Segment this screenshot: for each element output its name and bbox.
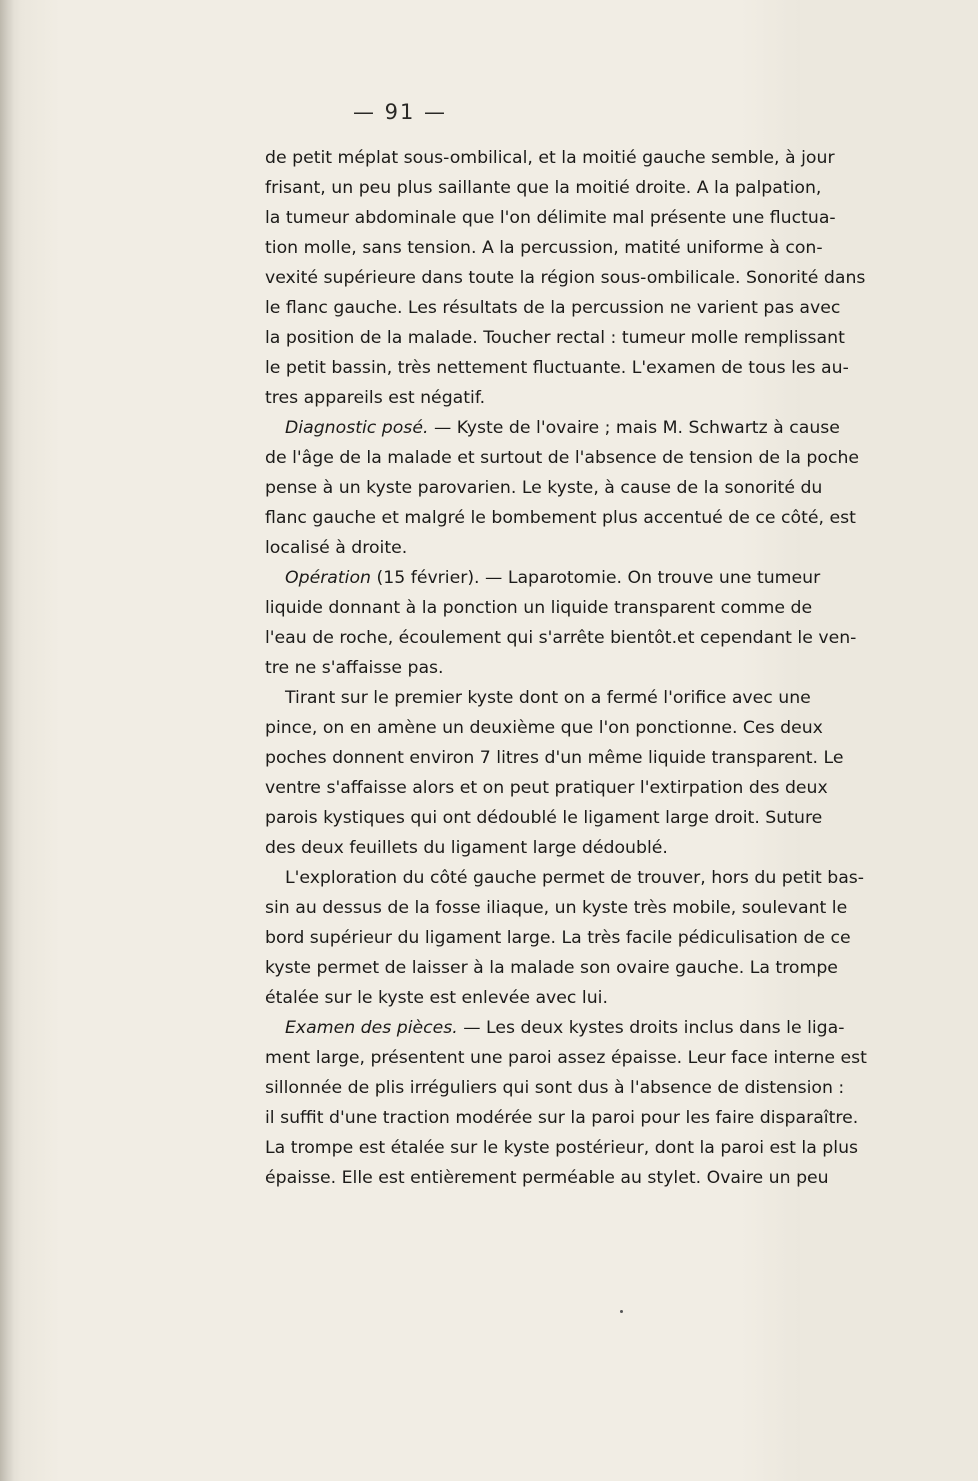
text-line: étalée sur le kyste est enlevée avec lui. — [265, 988, 608, 1008]
text-line: le flanc gauche. Les résultats de la percussion ne varient pas avec — [265, 298, 841, 318]
text-line: tre ne s'affaisse pas. — [265, 658, 444, 678]
text-line: Tirant sur le premier kyste dont on a fermé l'orifice avec une — [285, 688, 811, 708]
text-run: (15 février). — Laparotomie. On trouve une tumeur — [371, 568, 821, 588]
text-line: sin au dessus de la fosse iliaque, un kyste très mobile, soulevant le — [265, 898, 848, 918]
text-line: kyste permet de laisser à la malade son ovaire gauche. La trompe — [265, 958, 838, 978]
section-label: Opération — [285, 568, 372, 588]
text-line: La trompe est étalée sur le kyste postérieur, dont la paroi est la plus — [265, 1138, 859, 1158]
text-line — [285, 417, 978, 439]
section-label: Examen des pièces. — [285, 1018, 458, 1038]
text-line: de l'âge de la malade et surtout de l'absence de tension de la poche — [265, 448, 860, 468]
text-line: tion molle, sans tension. A la percussion, matité uniforme à con- — [265, 238, 823, 258]
section-label: Diagnostic posé. — [285, 418, 429, 438]
text-line: liquide donnant à la ponction un liquide transparent comme de — [265, 598, 813, 618]
text-line: tres appareils est négatif. — [265, 388, 486, 408]
text-line: L'exploration du côté gauche permet de trouver, hors du petit bas- — [285, 868, 865, 888]
text-line: l'eau de roche, écoulement qui s'arrête bientôt.et cependant le ven- — [265, 628, 857, 648]
text-line: frisant, un peu plus saillante que la moitié droite. A la palpation, — [265, 178, 822, 198]
text-line: sillonnée de plis irréguliers qui sont dus à l'absence de distension : — [265, 1078, 845, 1098]
text-line: poches donnent environ 7 litres d'un même liquide transparent. Le — [265, 748, 844, 768]
text-line: pense à un kyste parovarien. Le kyste, à cause de la sonorité du — [265, 478, 823, 498]
page-number: — 91 — — [352, 100, 448, 124]
text-line: le petit bassin, très nettement fluctuante. L'examen de tous les au- — [265, 358, 849, 378]
text-line: ventre s'affaisse alors et on peut pratiquer l'extirpation des deux — [265, 778, 828, 798]
text-line: parois kystiques qui ont dédoublé le ligament large droit. Suture — [265, 808, 823, 828]
text-line: pince, on en amène un deuxième que l'on ponctionne. Ces deux — [265, 718, 823, 738]
text-line: flanc gauche et malgré le bombement plus accentué de ce côté, est — [265, 508, 856, 528]
text-line: localisé à droite. — [265, 538, 408, 558]
text-line — [285, 1017, 978, 1039]
text-line: épaisse. Elle est entièrement perméable au stylet. Ovaire un peu — [265, 1168, 829, 1188]
text-line: la position de la malade. Toucher rectal : tumeur molle remplissant — [265, 328, 845, 348]
paper-speck — [620, 1310, 623, 1313]
text-line: il suffit d'une traction modérée sur la paroi pour les faire disparaître. — [265, 1108, 859, 1128]
text-line: bord supérieur du ligament large. La très facile pédiculisation de ce — [265, 928, 851, 948]
text-line: de petit méplat sous-ombilical, et la moitié gauche semble, à jour — [265, 148, 835, 168]
text-line: vexité supérieure dans toute la région sous-ombilicale. Sonorité dans — [265, 268, 866, 288]
text-run: — Les deux kystes droits inclus dans le liga- — [457, 1018, 845, 1038]
text-line: la tumeur abdominale que l'on délimite mal présente une fluctua- — [265, 208, 836, 228]
page-gutter-shadow — [0, 0, 14, 1481]
text-run: — Kyste de l'ovaire ; mais M. Schwartz à cause — [428, 418, 840, 438]
text-line — [285, 567, 978, 589]
text-line: ment large, présentent une paroi assez épaisse. Leur face interne est — [265, 1048, 867, 1068]
text-line: des deux feuillets du ligament large dédoublé. — [265, 838, 668, 858]
